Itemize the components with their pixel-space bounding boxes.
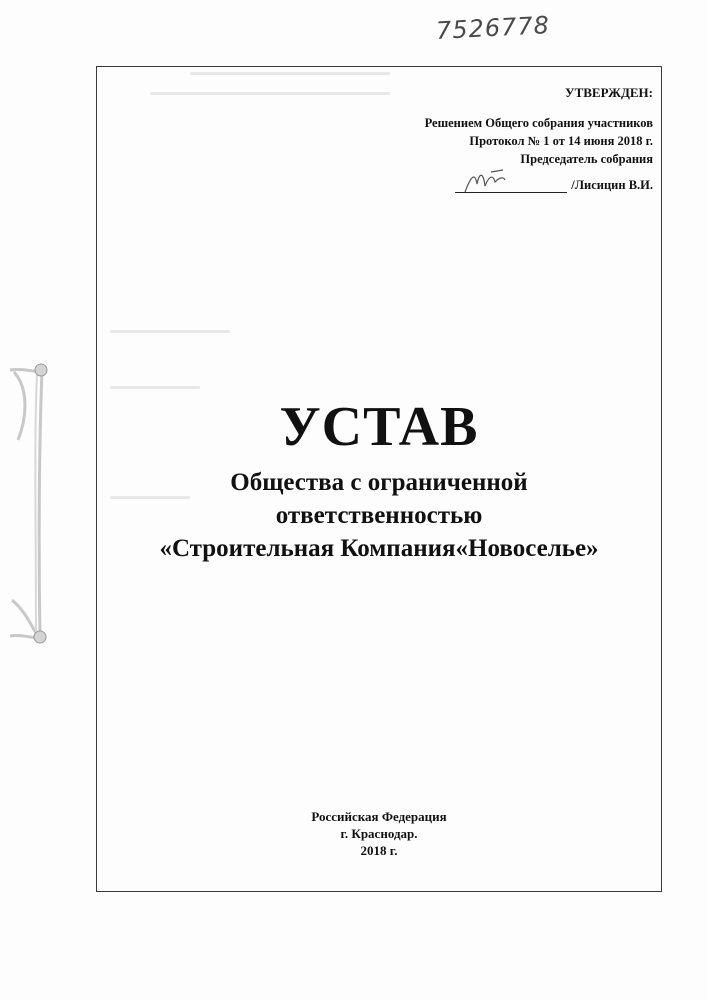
footer-year: 2018 г.: [360, 843, 398, 858]
binding-thread-icon: [0, 0, 60, 1000]
signature-row: [455, 176, 653, 193]
document-subtitle: [96, 466, 662, 565]
approval-line-protocol: Протокол № 1 от 14 июня 2018 г.: [469, 134, 653, 148]
approval-line-decision: Решением Общего собрания участников: [424, 116, 653, 130]
approval-line-chairman: Председатель собрания: [520, 152, 653, 166]
handwritten-number: 7526778: [435, 11, 551, 45]
signatory-name: /Лисицин В.И.: [571, 178, 653, 192]
document-footer: [96, 808, 662, 859]
approval-heading: УТВЕРЖДЕН:: [565, 85, 653, 100]
subtitle-line-3: «Строительная Компания«Новоселье»: [159, 535, 599, 562]
document-title: УСТАВ: [279, 396, 479, 458]
handwritten-signature-icon: [461, 166, 521, 196]
subtitle-line-2: ответственностью: [275, 502, 483, 529]
approval-block: [425, 114, 653, 168]
subtitle-line-1: Общества с ограниченной: [230, 469, 528, 496]
footer-country: Российская Федерация: [311, 809, 447, 824]
footer-city: г. Краснодар.: [340, 826, 418, 841]
signature-line: [455, 176, 567, 193]
